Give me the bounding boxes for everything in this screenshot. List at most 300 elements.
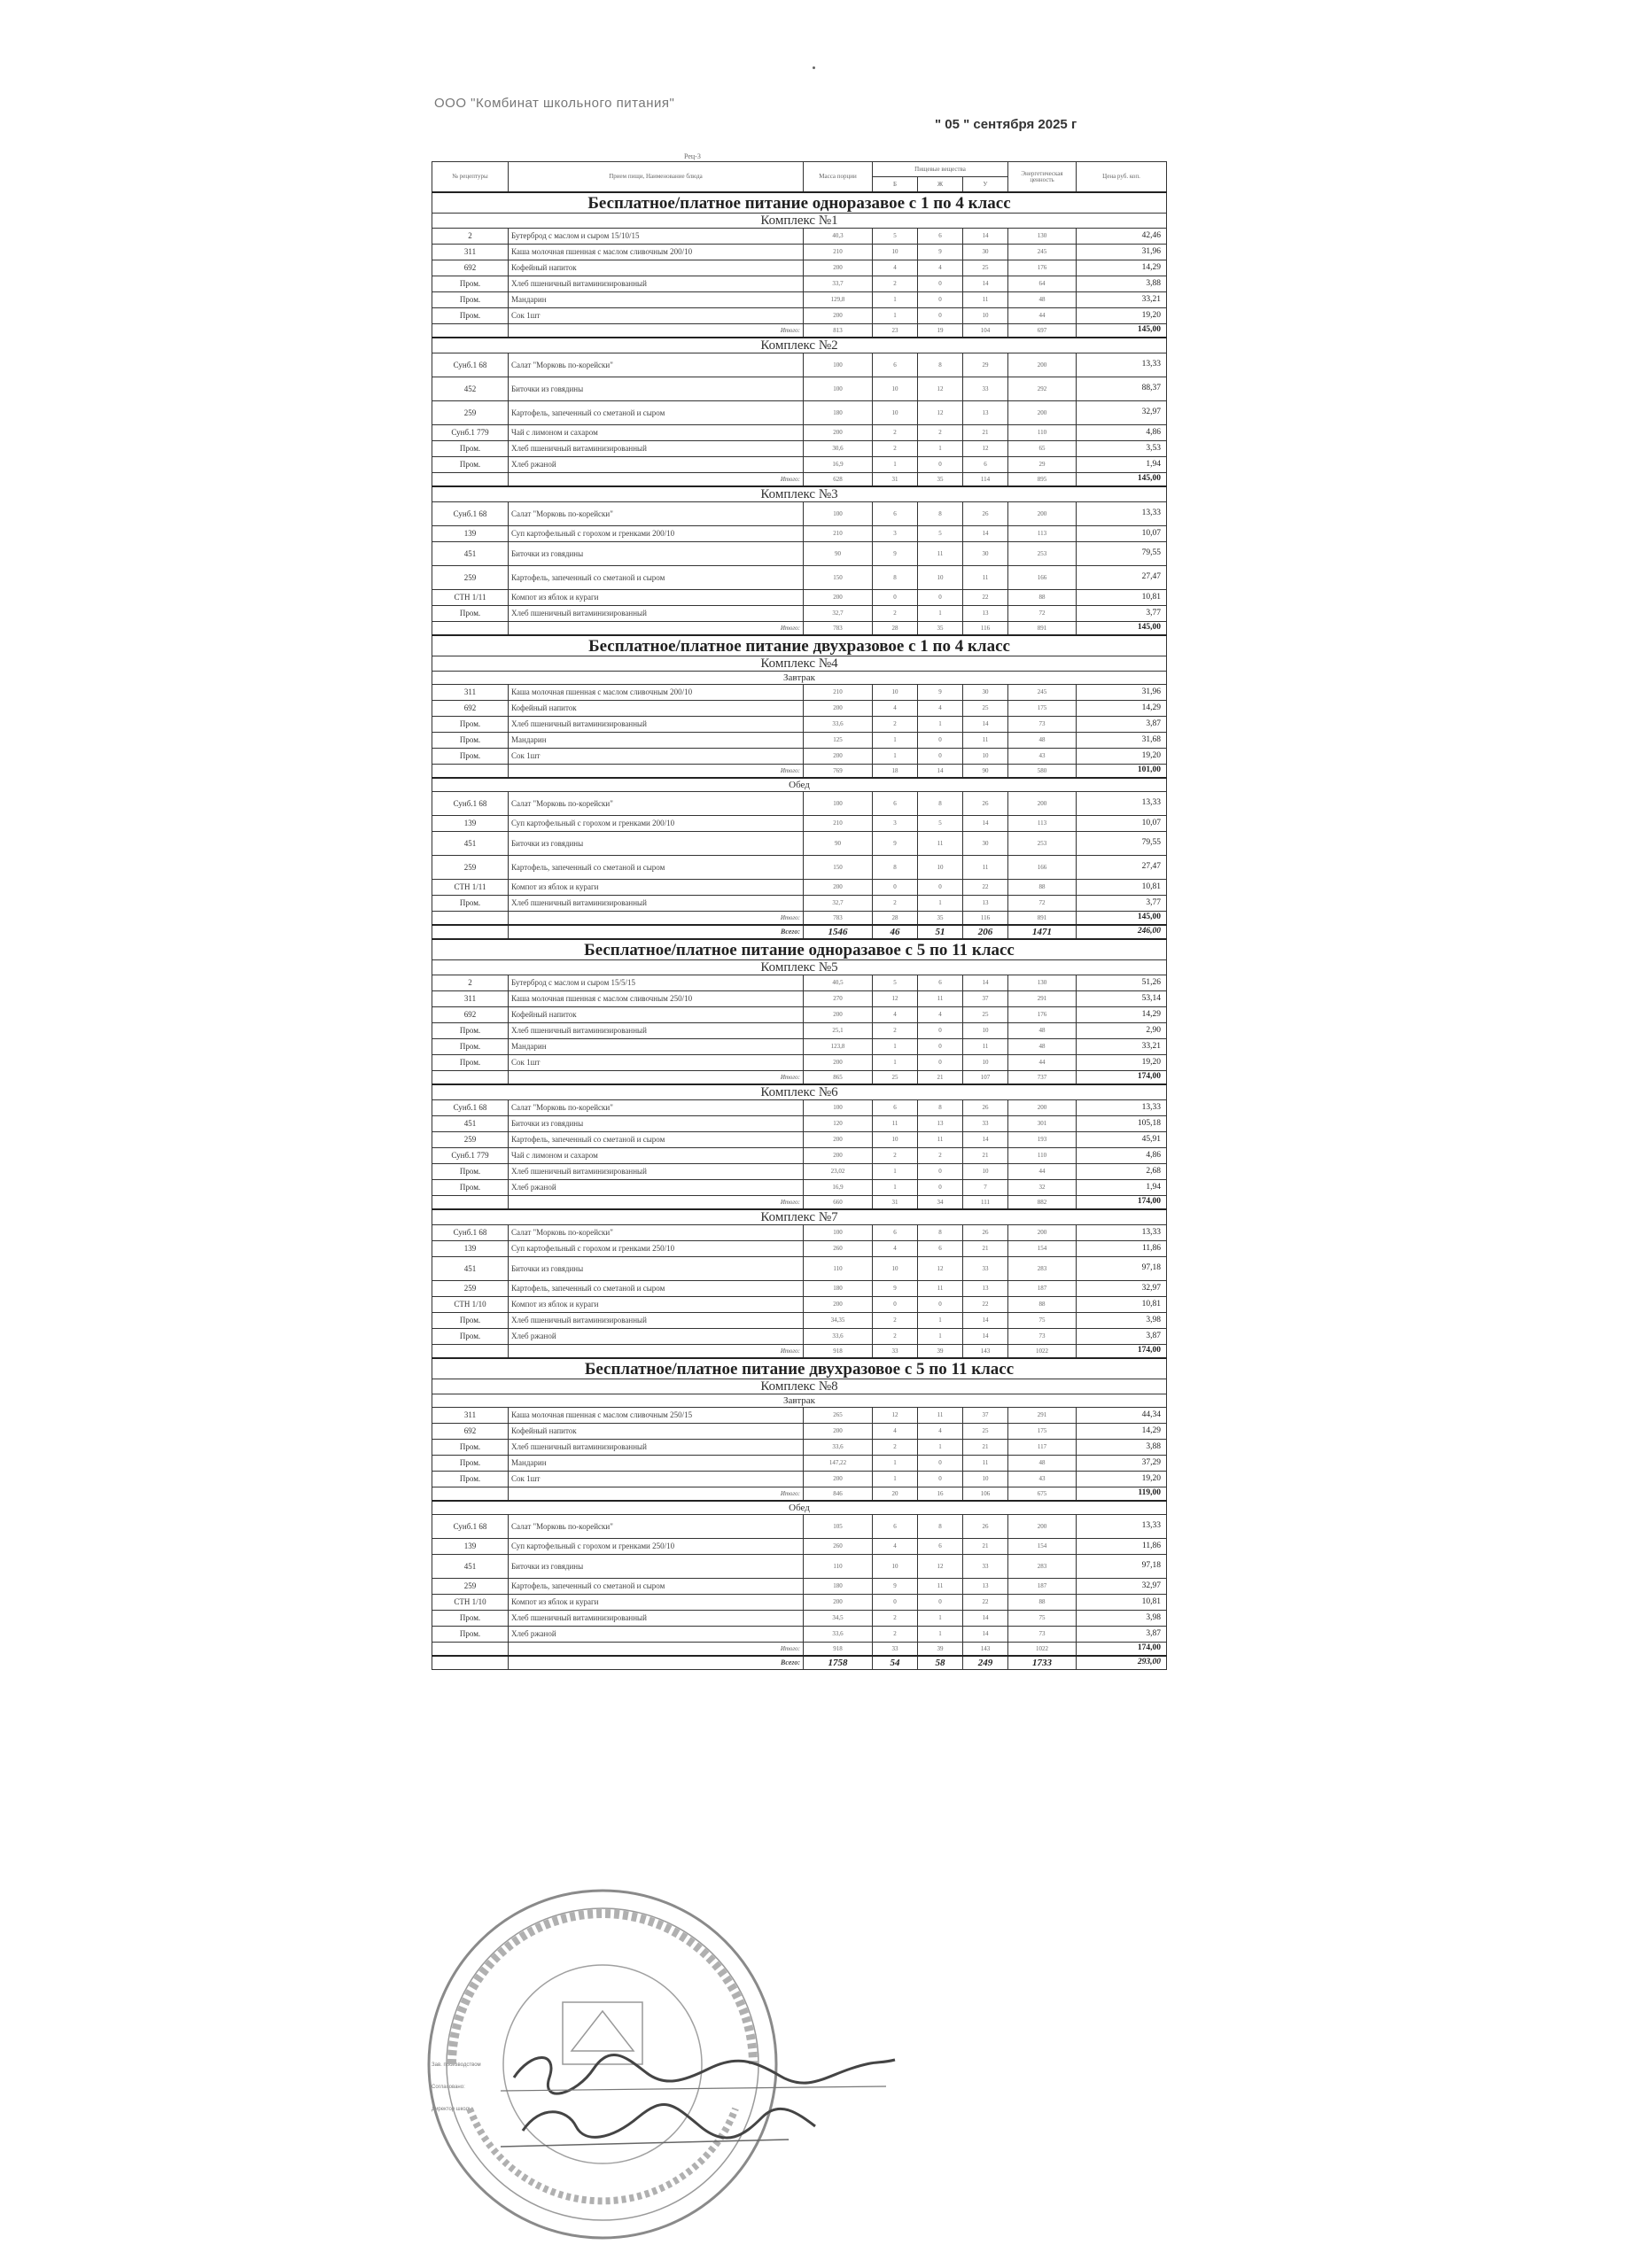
carb-value: 30 xyxy=(963,832,1008,856)
carb-value: 37 xyxy=(963,1408,1008,1424)
portion-mass: 100 xyxy=(804,502,873,526)
carb-value: 25 xyxy=(963,701,1008,717)
energy-value: 72 xyxy=(1008,606,1077,622)
portion-mass: 260 xyxy=(804,1241,873,1257)
portion-mass: 200 xyxy=(804,1148,873,1164)
energy-value: 88 xyxy=(1008,880,1077,896)
energy-value: 110 xyxy=(1008,1148,1077,1164)
total-energy: 697 xyxy=(1008,324,1077,338)
recipe-code: Пром. xyxy=(432,1180,509,1196)
table-row xyxy=(432,542,1167,566)
recipe-code: Пром. xyxy=(432,749,509,765)
complex-title: Комплекс №8 xyxy=(432,1379,1167,1394)
table-row xyxy=(432,1313,1167,1329)
energy-value: 48 xyxy=(1008,733,1077,749)
recipe-code: Пром. xyxy=(432,1611,509,1627)
price-value: 45,91 xyxy=(1077,1132,1167,1148)
fat-value: 13 xyxy=(918,1116,963,1132)
energy-value: 44 xyxy=(1008,1055,1077,1071)
portion-mass: 105 xyxy=(804,1515,873,1539)
dish-name: Суп картофельный с горохом и гренками 200/10 xyxy=(509,526,804,542)
price-value: 51,26 xyxy=(1077,975,1167,991)
table-row xyxy=(432,1515,1167,1539)
dish-name: Каша молочная пшенная с маслом сливочным 250/10 xyxy=(509,991,804,1007)
table-row xyxy=(432,260,1167,276)
recipe-code: Пром. xyxy=(432,1164,509,1180)
dish-name: Хлеб пшеничный витаминизированный xyxy=(509,606,804,622)
protein-value: 1 xyxy=(873,733,918,749)
portion-mass: 125 xyxy=(804,733,873,749)
carb-value: 13 xyxy=(963,1281,1008,1297)
price-value: 79,55 xyxy=(1077,542,1167,566)
total-energy: 895 xyxy=(1008,473,1077,487)
energy-value: 291 xyxy=(1008,991,1077,1007)
dish-name: Суп картофельный с горохом и гренками 250/10 xyxy=(509,1539,804,1555)
recipe-code: Пром. xyxy=(432,1440,509,1456)
recipe-code: Пром. xyxy=(432,1039,509,1055)
energy-value: 187 xyxy=(1008,1281,1077,1297)
carb-value: 22 xyxy=(963,590,1008,606)
recipe-code: 139 xyxy=(432,526,509,542)
carb-value: 25 xyxy=(963,1007,1008,1023)
signature-line-1: Зав. производством xyxy=(432,2062,481,2068)
energy-value: 187 xyxy=(1008,1579,1077,1595)
dish-name: Кофейный напиток xyxy=(509,1424,804,1440)
energy-value: 154 xyxy=(1008,1539,1077,1555)
total-protein: 33 xyxy=(873,1643,918,1657)
recipe-code: СТН 1/11 xyxy=(432,880,509,896)
portion-mass: 110 xyxy=(804,1555,873,1579)
dish-name: Сок 1шт xyxy=(509,1055,804,1071)
protein-value: 1 xyxy=(873,1055,918,1071)
carb-value: 11 xyxy=(963,1039,1008,1055)
fat-value: 1 xyxy=(918,1329,963,1345)
portion-mass: 260 xyxy=(804,1539,873,1555)
portion-mass: 90 xyxy=(804,542,873,566)
table-row xyxy=(432,1023,1167,1039)
total-fat: 35 xyxy=(918,473,963,487)
carb-value: 14 xyxy=(963,717,1008,733)
dish-name: Хлеб ржаной xyxy=(509,1329,804,1345)
protein-value: 8 xyxy=(873,856,918,880)
dish-name: Салат "Морковь по-корейски" xyxy=(509,792,804,816)
carb-value: 14 xyxy=(963,1132,1008,1148)
portion-mass: 200 xyxy=(804,701,873,717)
table-row xyxy=(432,441,1167,457)
fat-value: 0 xyxy=(918,1472,963,1487)
price-value: 97,18 xyxy=(1077,1257,1167,1281)
total-price: 145,00 xyxy=(1077,324,1167,338)
price-value: 14,29 xyxy=(1077,260,1167,276)
dish-name: Мандарин xyxy=(509,1456,804,1472)
recipe-code: 259 xyxy=(432,401,509,425)
table-row xyxy=(432,1539,1167,1555)
table-row xyxy=(432,1297,1167,1313)
energy-value: 292 xyxy=(1008,377,1077,401)
total-blank xyxy=(432,1071,509,1085)
recipe-code: Пром. xyxy=(432,292,509,308)
dish-name: Каша молочная пшенная с маслом сливочным 250/15 xyxy=(509,1408,804,1424)
table-row xyxy=(432,880,1167,896)
fat-value: 1 xyxy=(918,441,963,457)
carb-value: 33 xyxy=(963,377,1008,401)
energy-value: 200 xyxy=(1008,502,1077,526)
fat-value: 5 xyxy=(918,816,963,832)
fat-value: 5 xyxy=(918,526,963,542)
total-blank xyxy=(432,1643,509,1657)
fat-value: 0 xyxy=(918,1456,963,1472)
total-blank xyxy=(432,765,509,779)
grand-total-carb: 249 xyxy=(963,1656,1008,1670)
table-row xyxy=(432,991,1167,1007)
portion-mass: 16,9 xyxy=(804,1180,873,1196)
recipe-code: 451 xyxy=(432,542,509,566)
energy-value: 75 xyxy=(1008,1313,1077,1329)
fat-value: 11 xyxy=(918,542,963,566)
price-value: 2,90 xyxy=(1077,1023,1167,1039)
energy-value: 48 xyxy=(1008,292,1077,308)
dish-name: Чай с лимоном и сахаром xyxy=(509,1148,804,1164)
carb-value: 26 xyxy=(963,1515,1008,1539)
grand-total-protein: 46 xyxy=(873,925,918,939)
carb-value: 21 xyxy=(963,1539,1008,1555)
carb-value: 30 xyxy=(963,685,1008,701)
col-b-header: Б xyxy=(873,177,918,193)
table-row xyxy=(432,1132,1167,1148)
dish-name: Мандарин xyxy=(509,733,804,749)
energy-value: 48 xyxy=(1008,1039,1077,1055)
portion-mass: 33,6 xyxy=(804,1440,873,1456)
dish-name: Хлеб ржаной xyxy=(509,1180,804,1196)
carb-value: 14 xyxy=(963,276,1008,292)
protein-value: 4 xyxy=(873,260,918,276)
grand-total-mass: 1546 xyxy=(804,925,873,939)
protein-value: 5 xyxy=(873,229,918,245)
carb-value: 21 xyxy=(963,1241,1008,1257)
protein-value: 2 xyxy=(873,1627,918,1643)
dish-name: Сок 1шт xyxy=(509,749,804,765)
table-row xyxy=(432,816,1167,832)
total-fat: 39 xyxy=(918,1345,963,1359)
energy-value: 176 xyxy=(1008,1007,1077,1023)
total-protein: 33 xyxy=(873,1345,918,1359)
protein-value: 0 xyxy=(873,1595,918,1611)
price-value: 42,46 xyxy=(1077,229,1167,245)
protein-value: 9 xyxy=(873,1281,918,1297)
total-mass: 783 xyxy=(804,622,873,636)
protein-value: 6 xyxy=(873,1225,918,1241)
table-row xyxy=(432,1116,1167,1132)
fat-value: 11 xyxy=(918,1579,963,1595)
table-row xyxy=(432,292,1167,308)
total-blank xyxy=(432,324,509,338)
dish-name: Сок 1шт xyxy=(509,308,804,324)
table-row xyxy=(432,1595,1167,1611)
table-row xyxy=(432,353,1167,377)
carb-value: 14 xyxy=(963,526,1008,542)
dish-name: Каша молочная пшенная с маслом сливочным 200/10 xyxy=(509,245,804,260)
dish-name: Биточки из говядины xyxy=(509,377,804,401)
total-row xyxy=(432,1487,1167,1502)
recipe-code: Пром. xyxy=(432,1627,509,1643)
total-price: 174,00 xyxy=(1077,1345,1167,1359)
table-row xyxy=(432,701,1167,717)
total-row xyxy=(432,1345,1167,1359)
portion-mass: 16,9 xyxy=(804,457,873,473)
table-row xyxy=(432,749,1167,765)
portion-mass: 33,7 xyxy=(804,276,873,292)
complex-title-row xyxy=(432,214,1167,229)
dish-name: Салат "Морковь по-корейски" xyxy=(509,1225,804,1241)
dish-name: Хлеб пшеничный витаминизированный xyxy=(509,1611,804,1627)
table-caption: Рец-3 xyxy=(684,152,701,160)
protein-value: 3 xyxy=(873,816,918,832)
recipe-code: Сунб.1 779 xyxy=(432,425,509,441)
total-label: Итого: xyxy=(509,1071,804,1085)
carb-value: 10 xyxy=(963,1164,1008,1180)
dish-name: Бутерброд с маслом и сыром 15/10/15 xyxy=(509,229,804,245)
total-price: 145,00 xyxy=(1077,622,1167,636)
signature-lines xyxy=(432,2062,910,2129)
total-fat: 19 xyxy=(918,324,963,338)
carb-value: 26 xyxy=(963,502,1008,526)
energy-value: 283 xyxy=(1008,1257,1077,1281)
dish-name: Хлеб пшеничный витаминизированный xyxy=(509,1164,804,1180)
energy-value: 113 xyxy=(1008,816,1077,832)
carb-value: 26 xyxy=(963,1100,1008,1116)
protein-value: 4 xyxy=(873,701,918,717)
energy-value: 301 xyxy=(1008,1116,1077,1132)
meal-title-row xyxy=(432,672,1167,685)
total-fat: 14 xyxy=(918,765,963,779)
price-value: 33,21 xyxy=(1077,292,1167,308)
total-label: Итого: xyxy=(509,1643,804,1657)
total-carb: 116 xyxy=(963,622,1008,636)
fat-value: 8 xyxy=(918,1100,963,1116)
recipe-code: 451 xyxy=(432,832,509,856)
fat-value: 4 xyxy=(918,1007,963,1023)
protein-value: 8 xyxy=(873,566,918,590)
price-value: 3,77 xyxy=(1077,896,1167,912)
carb-value: 37 xyxy=(963,991,1008,1007)
protein-value: 0 xyxy=(873,880,918,896)
price-value: 10,07 xyxy=(1077,526,1167,542)
table-row xyxy=(432,1555,1167,1579)
energy-value: 200 xyxy=(1008,401,1077,425)
energy-value: 72 xyxy=(1008,896,1077,912)
energy-value: 154 xyxy=(1008,1241,1077,1257)
dish-name: Каша молочная пшенная с маслом сливочным 200/10 xyxy=(509,685,804,701)
protein-value: 1 xyxy=(873,1164,918,1180)
price-value: 11,86 xyxy=(1077,1241,1167,1257)
recipe-code: Пром. xyxy=(432,1329,509,1345)
portion-mass: 40,3 xyxy=(804,229,873,245)
recipe-code: Пром. xyxy=(432,457,509,473)
carb-value: 14 xyxy=(963,816,1008,832)
total-row xyxy=(432,473,1167,487)
energy-value: 75 xyxy=(1008,1611,1077,1627)
portion-mass: 123,8 xyxy=(804,1039,873,1055)
carb-value: 14 xyxy=(963,229,1008,245)
table-row xyxy=(432,1039,1167,1055)
fat-value: 0 xyxy=(918,457,963,473)
carb-value: 25 xyxy=(963,260,1008,276)
recipe-code: 139 xyxy=(432,1241,509,1257)
price-value: 13,33 xyxy=(1077,792,1167,816)
portion-mass: 210 xyxy=(804,245,873,260)
carb-value: 33 xyxy=(963,1257,1008,1281)
fat-value: 11 xyxy=(918,1408,963,1424)
energy-value: 245 xyxy=(1008,245,1077,260)
energy-value: 88 xyxy=(1008,1595,1077,1611)
table-row xyxy=(432,566,1167,590)
price-value: 3,88 xyxy=(1077,276,1167,292)
grand-total-mass: 1758 xyxy=(804,1656,873,1670)
portion-mass: 180 xyxy=(804,401,873,425)
table-row xyxy=(432,1329,1167,1345)
price-value: 13,33 xyxy=(1077,353,1167,377)
fat-value: 1 xyxy=(918,717,963,733)
table-row xyxy=(432,1007,1167,1023)
complex-title: Комплекс №1 xyxy=(432,214,1167,229)
dish-name: Хлеб пшеничный витаминизированный xyxy=(509,1023,804,1039)
fat-value: 1 xyxy=(918,606,963,622)
protein-value: 10 xyxy=(873,685,918,701)
price-value: 2,68 xyxy=(1077,1164,1167,1180)
table-row xyxy=(432,1408,1167,1424)
section-title-row xyxy=(432,939,1167,960)
dish-name: Салат "Морковь по-корейски" xyxy=(509,353,804,377)
price-value: 44,34 xyxy=(1077,1408,1167,1424)
carb-value: 22 xyxy=(963,1595,1008,1611)
carb-value: 11 xyxy=(963,1456,1008,1472)
total-blank xyxy=(432,1487,509,1502)
table-row xyxy=(432,590,1167,606)
total-energy: 891 xyxy=(1008,912,1077,926)
fat-value: 0 xyxy=(918,880,963,896)
portion-mass: 265 xyxy=(804,1408,873,1424)
carb-value: 22 xyxy=(963,880,1008,896)
protein-value: 10 xyxy=(873,1257,918,1281)
carb-value: 30 xyxy=(963,542,1008,566)
portion-mass: 200 xyxy=(804,1132,873,1148)
total-blank xyxy=(432,473,509,487)
total-price: 119,00 xyxy=(1077,1487,1167,1502)
menu-sheet xyxy=(432,161,1166,1670)
total-label: Итого: xyxy=(509,1196,804,1210)
total-row xyxy=(432,765,1167,779)
dish-name: Картофель, запеченный со сметаной и сыром xyxy=(509,1132,804,1148)
price-value: 13,33 xyxy=(1077,1515,1167,1539)
complex-title: Комплекс №5 xyxy=(432,960,1167,975)
dish-name: Мандарин xyxy=(509,1039,804,1055)
recipe-code: Сунб.1 68 xyxy=(432,353,509,377)
meal-title: Обед xyxy=(432,778,1167,792)
carb-value: 10 xyxy=(963,1023,1008,1039)
meal-title-row xyxy=(432,778,1167,792)
complex-title-row xyxy=(432,1084,1167,1100)
dish-name: Биточки из говядины xyxy=(509,1257,804,1281)
table-row xyxy=(432,1456,1167,1472)
price-value: 53,14 xyxy=(1077,991,1167,1007)
fat-value: 9 xyxy=(918,245,963,260)
price-value: 1,94 xyxy=(1077,457,1167,473)
dish-name: Биточки из говядины xyxy=(509,1116,804,1132)
complex-title-row xyxy=(432,1379,1167,1394)
price-value: 3,98 xyxy=(1077,1313,1167,1329)
portion-mass: 100 xyxy=(804,1100,873,1116)
price-value: 13,33 xyxy=(1077,1225,1167,1241)
total-carb: 116 xyxy=(963,912,1008,926)
table-row xyxy=(432,733,1167,749)
complex-title: Комплекс №6 xyxy=(432,1084,1167,1100)
carb-value: 6 xyxy=(963,457,1008,473)
price-value: 27,47 xyxy=(1077,856,1167,880)
dish-name: Салат "Морковь по-корейски" xyxy=(509,1100,804,1116)
energy-value: 200 xyxy=(1008,1515,1077,1539)
scan-speck xyxy=(813,66,815,69)
energy-value: 130 xyxy=(1008,975,1077,991)
fat-value: 8 xyxy=(918,792,963,816)
carb-value: 21 xyxy=(963,1148,1008,1164)
portion-mass: 200 xyxy=(804,1595,873,1611)
recipe-code: 451 xyxy=(432,1555,509,1579)
portion-mass: 32,7 xyxy=(804,896,873,912)
protein-value: 12 xyxy=(873,991,918,1007)
table-body xyxy=(432,192,1167,1670)
total-energy: 1022 xyxy=(1008,1643,1077,1657)
fat-value: 1 xyxy=(918,1611,963,1627)
recipe-code: СТН 1/10 xyxy=(432,1595,509,1611)
col-energy-header: Энергетическая ценность xyxy=(1008,162,1077,193)
carb-value: 11 xyxy=(963,566,1008,590)
price-value: 13,33 xyxy=(1077,1100,1167,1116)
grand-total-energy: 1733 xyxy=(1008,1656,1077,1670)
fat-value: 11 xyxy=(918,991,963,1007)
table-row xyxy=(432,832,1167,856)
protein-value: 4 xyxy=(873,1539,918,1555)
table-row xyxy=(432,502,1167,526)
energy-value: 44 xyxy=(1008,1164,1077,1180)
total-row xyxy=(432,1643,1167,1657)
protein-value: 1 xyxy=(873,308,918,324)
fat-value: 4 xyxy=(918,701,963,717)
energy-value: 44 xyxy=(1008,308,1077,324)
energy-value: 48 xyxy=(1008,1456,1077,1472)
protein-value: 10 xyxy=(873,377,918,401)
complex-title: Комплекс №3 xyxy=(432,486,1167,502)
dish-name: Салат "Морковь по-корейски" xyxy=(509,502,804,526)
total-label: Итого: xyxy=(509,912,804,926)
recipe-code: Пром. xyxy=(432,308,509,324)
carb-value: 26 xyxy=(963,1225,1008,1241)
total-energy: 882 xyxy=(1008,1196,1077,1210)
fat-value: 8 xyxy=(918,502,963,526)
recipe-code: Пром. xyxy=(432,276,509,292)
table-row xyxy=(432,1611,1167,1627)
table-row xyxy=(432,425,1167,441)
total-energy: 1022 xyxy=(1008,1345,1077,1359)
fat-value: 1 xyxy=(918,1627,963,1643)
portion-mass: 147,22 xyxy=(804,1456,873,1472)
carb-value: 11 xyxy=(963,292,1008,308)
portion-mass: 34,35 xyxy=(804,1313,873,1329)
protein-value: 0 xyxy=(873,590,918,606)
protein-value: 4 xyxy=(873,1424,918,1440)
dish-name: Кофейный напиток xyxy=(509,701,804,717)
total-mass: 813 xyxy=(804,324,873,338)
dish-name: Хлеб пшеничный витаминизированный xyxy=(509,276,804,292)
